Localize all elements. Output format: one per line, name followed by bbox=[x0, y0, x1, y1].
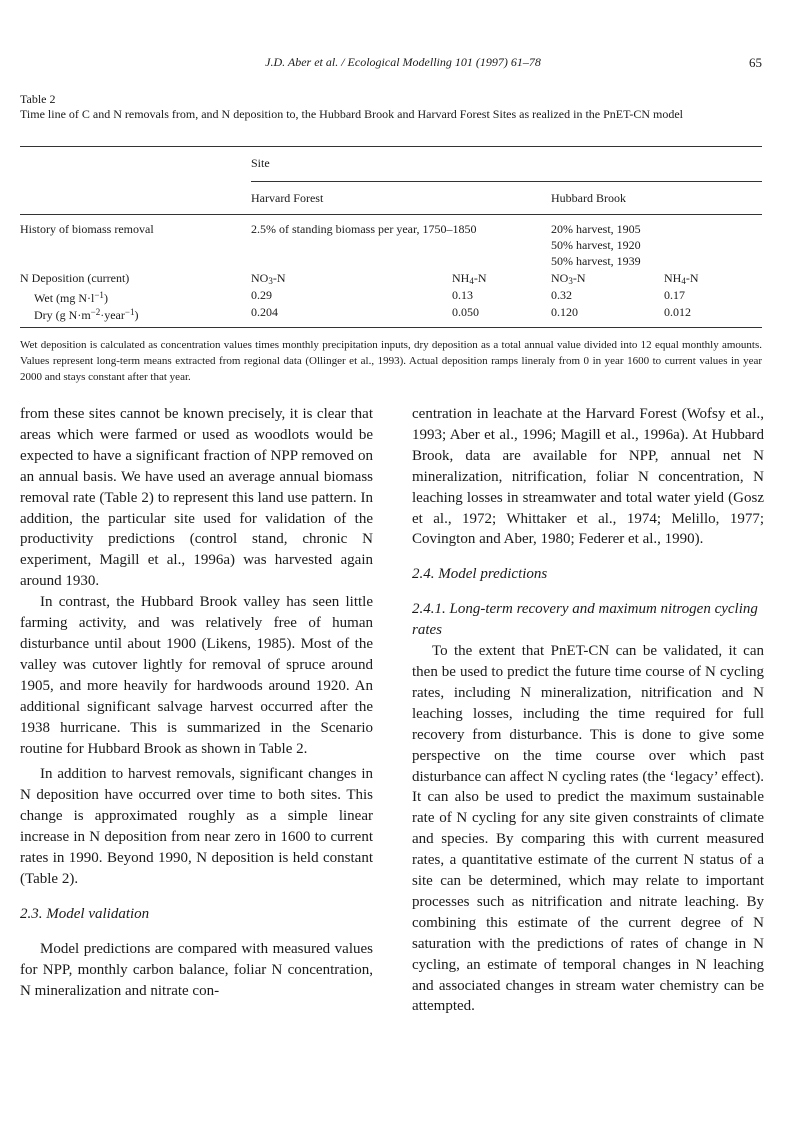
wet-label: Wet (mg $N\cdot l^{-1}$) bbox=[34, 290, 108, 305]
section-heading: 2.3. Model validation bbox=[20, 905, 150, 922]
harvard-forest-header: Harvard Forest bbox=[251, 191, 324, 205]
paragraph: In contrast, the Hubbard Brook valley has seen little farming activity, and was relatively free of human disturbance until about 1900 (Likens, 1985). Most of the valley was cutover lightly for removal of spruce around 1905, and more heavily for hardwoods around 1920. An additional significant salvage harvest occurred after the 1938 hurricane. This is summarized in the Scenario routine for Hubbard Brook as shown in Table 2. bbox=[20, 594, 373, 757]
site-header: Site bbox=[251, 156, 270, 170]
harvard-no3-header: $NO_3-N$ bbox=[251, 271, 286, 286]
paragraph: In addition to harvest removals, significant changes in N deposition have occurred over time to both sites. This change is approximated roughly as a simple linear increase in N deposition from near zero in 1600 to current rates in 1990. Beyond 1990, N deposition is held constant (Table 2). bbox=[20, 766, 373, 887]
table-bottom-rule bbox=[20, 327, 762, 328]
header-bottom-rule bbox=[20, 214, 762, 215]
paragraph: To the extent that PnET-CN can be validated, it can then be used to predict the future time course of N cycling rates, including N mineralization, nitrification and N leaching losses, including the time required for full recovery from disturbance. This is done to give some perspective on the time course over which past disturbance can affect N cycling rates (the ‘legacy’ effect). It can also be used to predict the maximum sustainable rate of N cycling for any site given constraints of climate and species. By comparing this with current measured rates, a quantitative estimate of the current N status of a site can be determined, which may relate to important processes such as nitrification and nitrate leaching. By combining this estimate of the current degree of N saturation with the predictions of rates of change in N cycling, an estimate of temporal changes in N leaching and associated changes in stream water chemistry can be attempted. bbox=[412, 643, 764, 1015]
running-header bbox=[0, 52, 806, 72]
hubbard-history-item: 50% harvest, 1920 bbox=[551, 238, 641, 252]
paragraph: from these sites cannot be known precisely, it is clear that areas which were farmed or used as woodlots would be expected to have a significant fraction of NPP removed on an annual basis. We have used an average annual biomass removal rate (Table 2) to represent this land use pattern. In addition, the particular site used for validation of the productivity predictions (control stand, chronic N experiment, Magill et al., 1996a) was harvested again around 1930. bbox=[20, 406, 373, 590]
wet-value: 0.13 bbox=[452, 288, 473, 302]
page-number: 65 bbox=[749, 55, 762, 70]
table-top-rule bbox=[20, 146, 762, 147]
hubbard-no3-header: $NO_3-N$ bbox=[551, 271, 586, 286]
site-rule bbox=[251, 181, 762, 182]
history-label: History of biomass removal bbox=[20, 222, 154, 236]
n-deposition-label: N Deposition (current) bbox=[20, 271, 130, 285]
table-label: Table 2 bbox=[20, 92, 56, 106]
left-column bbox=[20, 404, 373, 1001]
harvard-nh4-header: $NH_4-N$ bbox=[452, 271, 487, 286]
dry-value: 0.204 bbox=[251, 305, 278, 319]
table-footnote: Wet deposition is calculated as concentration values times monthly precipitation inputs, dry deposition as a total annual value divided into 12 equal monthly amounts. Values represent long-term means extracted from regional data (Ollinger et al., 1993). Actual deposition ramps lineraly from 0 in year 1600 to current values in year 2000 and stays constant after that year. bbox=[20, 339, 762, 383]
hubbard-nh4-header: $NH_4-N$ bbox=[664, 271, 699, 286]
section-heading: 2.4. Model predictions bbox=[412, 566, 548, 583]
wet-value: 0.32 bbox=[551, 288, 572, 302]
wet-value: 0.29 bbox=[251, 288, 272, 302]
right-column bbox=[412, 404, 764, 1017]
harvard-history: 2.5% of standing biomass per year, 1750–1850 bbox=[251, 222, 477, 236]
dry-value: 0.120 bbox=[551, 305, 578, 319]
wet-value: 0.17 bbox=[664, 288, 685, 302]
paragraph: centration in leachate at the Harvard Forest (Wofsy et al., 1993; Aber et al., 1996; Magill et al., 1996a). At Hubbard Brook, data are available for NPP, annual net N mineralization, nitrification, foliar N concentration, N leaching losses in streamwater and total water yield (Gosz et al., 1972; Whittaker et al., 1974; Melillo, 1977; Covington and Aber, 1980; Federer et al., 1990). bbox=[412, 406, 764, 548]
hubbard-history bbox=[551, 221, 641, 269]
hubbard-brook-header: Hubbard Brook bbox=[551, 191, 626, 205]
dry-value: 0.050 bbox=[452, 305, 479, 319]
paragraph: Model predictions are compared with measured values for NPP, monthly carbon balance, foliar N concentration, N mineralization and nitrate con- bbox=[20, 940, 373, 999]
hubbard-history-item: 50% harvest, 1939 bbox=[551, 254, 641, 268]
journal-citation: J.D. Aber et al. / Ecological Modelling 101 (1997) 61–78 bbox=[265, 55, 541, 69]
hubbard-history-item: 20% harvest, 1905 bbox=[551, 222, 641, 236]
table-caption: Time line of C and N removals from, and N deposition to, the Hubbard Brook and Harvard Forest Sites as realized in the PnET-CN model bbox=[20, 107, 683, 121]
dry-value: 0.012 bbox=[664, 305, 691, 319]
table-2 bbox=[20, 92, 762, 122]
dry-label: Dry (g $N\cdot m^{-2}\cdot year^{-1}$) bbox=[34, 307, 139, 322]
subsection-heading: 2.4.1. Long-term recovery and maximum nitrogen cycling rates bbox=[412, 601, 758, 639]
